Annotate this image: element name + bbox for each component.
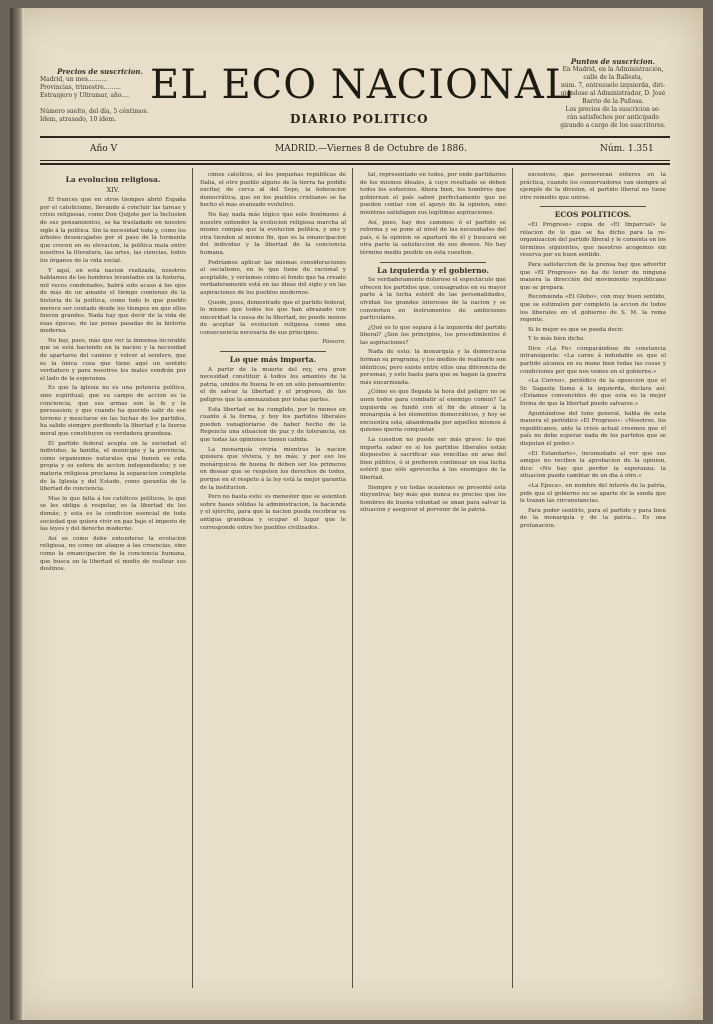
article-paragraph: Para poder sentirlo, para el partido y para bien de la monarquía y de la patria... Es una profanacion. xyxy=(520,507,666,529)
article-paragraph: excesivos, que perseveran enteros en la práctica, cuando los conservadores van siempre al ejemplo de la division, el partido liberal no tiene otro remedio que unirse. xyxy=(520,172,666,201)
article-column-2 xyxy=(200,172,346,992)
article-column-1 xyxy=(40,172,186,992)
article-signature: Pássaro. xyxy=(322,339,346,346)
dateline xyxy=(40,144,670,158)
article-paragraph: El frances que en otros tiempos abrió España por el catolicismo, llevando á concluir las tareas y crisis religiosas, como Don Quijote por la Inclusion de sus pensamientos, se ha trasladado en nuestro siglo á la política. Sin la necesidad toda y, como los árboles desencajados por el paso de la tormenta que crecen en su elevacion, la política mala entre nosotros la literatura, las artes, las ciencias, todos los órganos de la vida social. xyxy=(40,197,186,264)
volume-year: Año V xyxy=(90,144,118,154)
article-paragraph: Apuntándose del tono general, habla de esta manera el periódico «El Progreso»: «Nosotros, los republicanos, ante la crisis actual creemos que el país no debe esperar nada de los partidos que se disputan el poder.» xyxy=(520,410,666,447)
masthead-rule xyxy=(40,136,670,138)
subscription-point-line: Barrio de la Puñosa. xyxy=(582,98,644,105)
article-paragraph: Mas lo que falta á los católicos políticos, lo que se les obliga á respetar, es la libertad de los demás; y esta es la condicion esencial de toda sociedad que quiera vivir en paz bajo el imperio de las leyes y del derecho moderno. xyxy=(40,495,186,533)
article-paragraph: Si lo mejor es que se pueda decir. xyxy=(528,326,624,333)
article-paragraph: Nada de esto; la monarquía y la democracia forman su programa, y los medios de realizarlo son idénticos; pero existe entre ellos una diferencia de personas, y esto basta para que se hagan la guerra más encarnizada. xyxy=(360,349,506,386)
dateline-rule-top xyxy=(40,160,670,161)
article-paragraph: ¿Qué es lo que separa á la izquierda del partido liberal? ¿Son los principios, los procedimientos ó las aspiraciones? xyxy=(360,324,506,346)
article-paragraph: No hay, pues, más que ver la inmensa incurable que se está haciendo en la nacion y la necesidad de apartarse del camino y volver al sendero, que es la única cosa que tiene aquí un sentido verdadero y para nosotros los males vendrán por el lado de la esperanza. xyxy=(40,337,186,382)
subscription-point-line: rán satisfechos por anticipado xyxy=(566,114,660,121)
subscription-prices-lines xyxy=(40,76,160,124)
subscription-price-line: Provincias, trimestre......... xyxy=(40,84,121,91)
article-paragraph: cimos católicos, el les pequeñas repúblicas de Italia, el otro pueblo alguno de la tierra ha podido excitar, de cerca al del Sepo, la federacion democrática, que en los pueblos cristianos se ha hecho el mas avanzado evolutivo. xyxy=(200,172,346,209)
article-paragraph: La cuestion no puede ser más grave: lo que importa saber es si los partidos liberales están dispuestos á sacrificar sus rencillas en aras del bien público, ó si prefieren continuar en esa lucha estéril que sólo aprovecha á los enemigos de la libertad. xyxy=(360,437,506,481)
article-subheading: XIV. xyxy=(106,185,120,194)
article-paragraph: ¿Cómo es que llegada la hora del peligro no se unen todos para combatir al enemigo comun? La izquierda se fundó con el fin de atraer á la monarquía á los elementos democráticos, y hoy se encuentra sola, abandonada por aquellos mismos á quienes quería conquistar. xyxy=(360,389,506,434)
article-paragraph: A partir de la muerte del rey, era gran necesidad constituir á todos los amantes de la patria, unidos de buena fe en un sólo pensamiento: el de salvar la libertad y el progreso, de los peligros que la amenazaban por todas partes. xyxy=(200,366,346,404)
article-paragraph: Quede, pues, demostrado que el partido federal, lo mismo que todos los que han abrazado con sinceridad la causa de la libertad, no puede menos de aceptar la evolucion religiosa como una consecuencia necesaria de sus principios. xyxy=(200,299,346,336)
column-divider xyxy=(352,168,353,988)
article-paragraph: «La Correo», periódico de la oposicion que el Sr. Sagasta llama á la izquierda, declara así: «Estamos convencidos de que esta es la mejor forma de que la libertad puede salvarse.» xyxy=(520,378,666,408)
subscription-price-line: Número suelto, del día, 5 céntimos. xyxy=(40,108,149,115)
article-heading: Lo que más importa. xyxy=(229,355,317,365)
article-paragraph: No hay nada más lógico que este fenómeno: á nuestro entender la evolucion religiosa marcha al mismo compás que la evolucion política, y uno y otra tienden al mismo fin, que es la emancipacion del individuo y la libertad de la conciencia humana. xyxy=(200,211,346,256)
article-paragraph: «El Estandarte», incomodado al ver que sus amigos no reciben la aprobacion de la opinion, dice: «No hay que perder la esperanza; la situacion puede cambiar de un dia á otro.» xyxy=(520,450,666,480)
article-paragraph: «El Progreso» copia de «El Imparcial» la relacion de lo que se ha dicho para la re-organizacion del partido liberal y le comenta en los términos siguientes, que nosotros acogemos sin reserva por su buen sentido. xyxy=(520,221,666,259)
article-paragraph: Para satisfaccion de la prensa hay que advertir que «El Progreso» no ha de tener de ninguna manera la dirección del movimiento republicano que se prepara. xyxy=(520,261,666,291)
column-divider xyxy=(192,168,193,988)
issue-number: Núm. 1.351 xyxy=(600,144,654,154)
subscription-points-heading: Puntos de suscricion. xyxy=(570,57,656,66)
subscription-price-line: Estranjero y Ultramar, año.... xyxy=(40,92,129,99)
newspaper-title: EL ECO NACIONAL xyxy=(150,62,573,108)
dateline-rule-bottom xyxy=(40,163,670,165)
subscription-point-line: Los precios de la suscricion se- xyxy=(565,106,661,113)
subscription-point-line: En Madrid, en la Administración, calle de la Ballesta, xyxy=(562,66,664,81)
article-paragraph: Y lo más bien dicho. xyxy=(528,336,585,343)
article-paragraph: Se verdaderamente doloroso el espectáculo que ofrecen los partidos que, consagrados en su mayor parte á la lucha estéril de las personalidades, olvidan los grandes intereses de la nacion y se convierten en instrumentos de ambiciones particulares. xyxy=(360,277,506,322)
subscription-point-line: giéndose al Administrador, D. José xyxy=(560,90,666,97)
article-paragraph: La monarquía viviría mientras la nacion quisiera que viviera, y no más; y por eso los monárquicos de buena fe deben ser los primeros en desear que se respeten los derechos de todos, porque en el respeto á la ley está la mejor garantía de la institucion. xyxy=(200,446,346,491)
article-separator xyxy=(380,262,486,263)
subscription-prices-heading: Precios de suscricion. xyxy=(57,67,143,76)
article-paragraph: Pero no basta esto: es menester que se asienten sobre bases sólidas la administracion, la hacienda y el ejército, para que la nacion pueda recobrar su antigua grandeza y ocupar el lugar que le corresponde entre los pueblos civilizados. xyxy=(200,494,346,531)
article-paragraph: «La Epoca», en nombre del interés de la patria, pide que el gobierno no se aparte de la senda que le trazan las circunstancias. xyxy=(520,482,666,505)
subscription-prices-box xyxy=(40,68,160,124)
article-paragraph: Podríamos aplicar las mismas consideraciones al socialismo, en lo que tiene de racional y aceptable, y veríamos cómo el fondo que ha creado verdaderamente está en las ideas del siglo y en las aspiraciones de los pueblos modernos. xyxy=(200,259,346,296)
article-paragraph: Recomienda «El Globo», con muy buen sentido, que se estimulen por completo la accion de todos los liberales en el gobierno de S. M. la reina regente. xyxy=(520,294,666,324)
article-paragraph: Esta libertad se ha cumplido, por lo menos en cuanto á la forma, y hoy los partidos liberales pueden vanagloriarse de haber hecho de la Regencia una situacion de paz y de tolerancia, en que todas las opiniones tienen cabida. xyxy=(200,406,346,443)
article-paragraph: Dice «La Fe» comparándose de constancia intransigente: «La carne á indudable es que el partido alcanza en su mano bien todas las cosas y condiciones por que nos vemos en el gobierno.» xyxy=(520,345,666,375)
article-column-3 xyxy=(360,172,506,992)
subscription-point-line: núm. 7, entresuelo izquierda, diri- xyxy=(561,82,665,89)
newspaper-subtitle: DIARIO POLITICO xyxy=(290,112,429,126)
article-paragraph: Es que la iglesia no es una potencia política, sino espiritual; que su campo de accion es la conciencia, que sus armas son la fe y la persuasion; y que cuando ha querido salir de ese terreno y mezclarse en las luchas de los partidos, ha salido siempre perdiendo la libertad y la fuerza moral que constituyen su verdadera grandeza. xyxy=(40,385,186,437)
article-paragraph: tal, representado en todos, por ende partidarios de los mismos ideales, á cuyo resultado se deben todos los esfuerzos. Ahora bien, los hombres que gobiernan el país saben perfectamente que no pueden contar con el apoyo de la opinion, sino mientras satisfagan sus legítimas aspiraciones. xyxy=(360,172,506,216)
subscription-price-line: Madrid, un mes.......... xyxy=(40,76,108,83)
issue-date: MADRID.—Viernes 8 de Octubre de 1886. xyxy=(275,144,467,154)
article-paragraph: Así, pues, hay dos caminos: ó el partido se reforma y se pone al nivel de las necesidades del país, ó la opinion se apartará de él y buscará en otra parte la satisfaccion de sus deseos. No hay término medio posible en esta cuestion. xyxy=(360,219,506,256)
subscription-price-line: Idem, atrasado, 10 ídem. xyxy=(40,116,117,123)
article-paragraph: Siempre y en todas ocasiones se presentó esta disyuntiva; hoy más que nunca es preciso que los hombres de buena voluntad se unan para salvar la situacion y asegurar el porvenir de la patria. xyxy=(360,484,506,514)
column-divider xyxy=(512,168,513,988)
subscription-point-line: girando a cargo de los suscritores. xyxy=(560,122,666,129)
article-column-4 xyxy=(520,172,666,992)
article-paragraph: El partido federal acepta en la sociedad el individuo, la familia, el municipio y la provincia, como organismos naturales que tienen su vida propia y su esfera de accion independiente; y en materia religiosa proclama la separacion completa de la Iglesia y del Estado, como garantía de la libertad de conciencia. xyxy=(40,440,186,493)
newspaper-page xyxy=(10,8,703,1020)
subscription-points-box xyxy=(558,58,668,130)
article-heading: La evolucion religiosa. xyxy=(65,175,161,184)
binding-gutter xyxy=(10,8,24,1020)
article-paragraph: Y aquí, en esta nacion realizada, nosotros hablamos de los hombres levantados en la historia, mil veces condenados, habrá sido acaso á los ojos de más de un amante el tiempo comienzo de la historia de la política, como todo lo que pueblo merece ser contado desde los tiempos en que ellos fueron grandes. Nada hay que decir de la vida de esas épocas, de las penas pasadas de la historia moderna. xyxy=(40,267,186,335)
article-separator xyxy=(220,351,326,352)
article-heading: ECOS POLITICOS. xyxy=(554,210,632,220)
article-separator xyxy=(540,206,646,207)
article-heading: La izquierda y el gobierno. xyxy=(376,265,490,275)
subscription-points-lines xyxy=(558,66,668,130)
article-paragraph: Así es como debe entenderse la evolucion religiosa, no como un ataque á las creencias, sino como la emancipacion de la conciencia humana, que busca en la libertad el medio de realizar sus destinos. xyxy=(40,535,186,573)
subscription-price-line xyxy=(40,100,160,108)
